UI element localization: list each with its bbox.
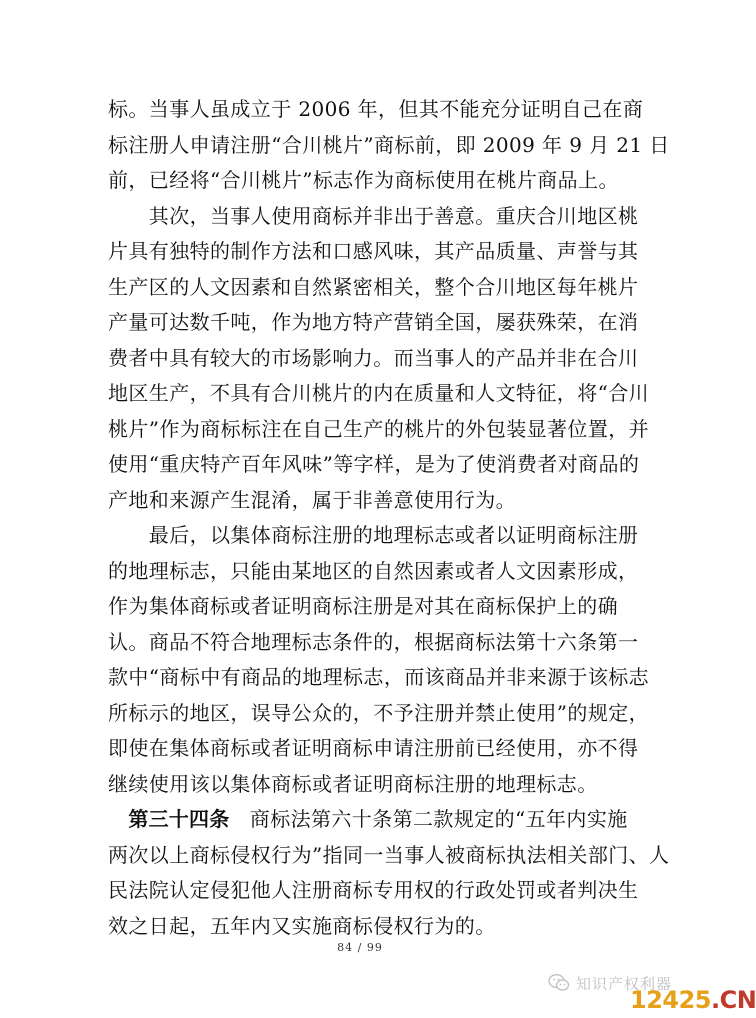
paragraph-geographic-indication <box>108 518 650 802</box>
paragraph-registration-date <box>108 92 670 199</box>
text-line: 款中“商标中有商品的地理标志，而该商品并非来源于该标志 <box>108 665 650 689</box>
article-title: 第三十四条 <box>128 807 230 831</box>
paragraph-bad-faith <box>108 199 650 519</box>
text-line: 民法院认定侵犯他人注册商标专用权的行政处罚或者判决生 <box>108 878 639 902</box>
text-line: 使用“重庆特产百年风味”等字样，是为了使消费者对商品的 <box>108 452 640 476</box>
text-line: 标。当事人虽成立于 2006 年，但其不能充分证明自己在商 <box>108 97 644 121</box>
article-first-line <box>108 802 628 838</box>
page-number: 84 / 99 <box>337 941 383 954</box>
text-line: 产量可达数千吨，作为地方特产营销全国，屡获殊荣，在消 <box>108 310 639 334</box>
text-line: 其次，当事人使用商标并非出于善意。重庆合川地区桃 <box>108 203 639 228</box>
wechat-watermark-text: 知识产权利器 <box>576 974 673 993</box>
site-logo-dot: . <box>711 986 720 1014</box>
text-line: 两次以上商标侵权行为”指同一当事人被商标执法相关部门、人 <box>108 842 670 867</box>
text-line: 片具有独特的制作方法和口感风味，其产品质量、声誉与其 <box>108 239 639 263</box>
text-line: 认。商品不符合地理标志条件的，根据商标法第十六条第一 <box>108 629 639 654</box>
wechat-icon <box>548 973 570 993</box>
text-line: 地区生产，不具有合川桃片的内在质量和人文特征，将“合川 <box>108 381 650 405</box>
document-body <box>108 92 670 944</box>
text-line: 的地理标志，只能由某地区的自然因素或者人文因素形成， <box>108 558 639 583</box>
text-line: 所标示的地区，误导公众的，不予注册并禁止使用”的规定， <box>108 700 650 725</box>
text-line: 最后，以集体商标注册的地理标志或者以证明商标注册 <box>108 523 639 547</box>
text-line: 标注册人申请注册“合川桃片”商标前，即 2009 年 9 月 21 日 <box>108 132 670 157</box>
article-first-line-text: 商标法第六十条第二款规定的“五年内实施 <box>229 807 628 831</box>
text-line: 作为集体商标或者证明商标注册是对其在商标保护上的确 <box>108 594 618 618</box>
text-line: 费者中具有较大的市场影响力。而当事人的产品并非在合川 <box>108 345 639 370</box>
text-line: 产地和来源产生混淆，属于非善意使用行为。 <box>108 487 516 512</box>
text-line: 前，已经将“合川桃片”标志作为商标使用在桃片商品上。 <box>108 168 619 192</box>
text-line: 桃片”作为商标标注在自己生产的桃片的外包装显著位置，并 <box>108 416 650 441</box>
text-line: 即使在集体商标或者证明商标申请注册前已经使用，亦不得 <box>108 736 639 760</box>
text-line: 继续使用该以集体商标或者证明商标注册的地理标志。 <box>108 771 598 796</box>
text-line: 生产区的人文因素和自然紧密相关，整个合川地区每年桃片 <box>108 274 639 299</box>
site-logo-number: 12425 <box>630 986 711 1014</box>
text-line: 效之日起，五年内又实施商标侵权行为的。 <box>108 913 496 938</box>
site-logo-suffix: CN <box>719 986 756 1014</box>
site-logo-watermark <box>630 986 756 1014</box>
article-34 <box>108 802 670 944</box>
